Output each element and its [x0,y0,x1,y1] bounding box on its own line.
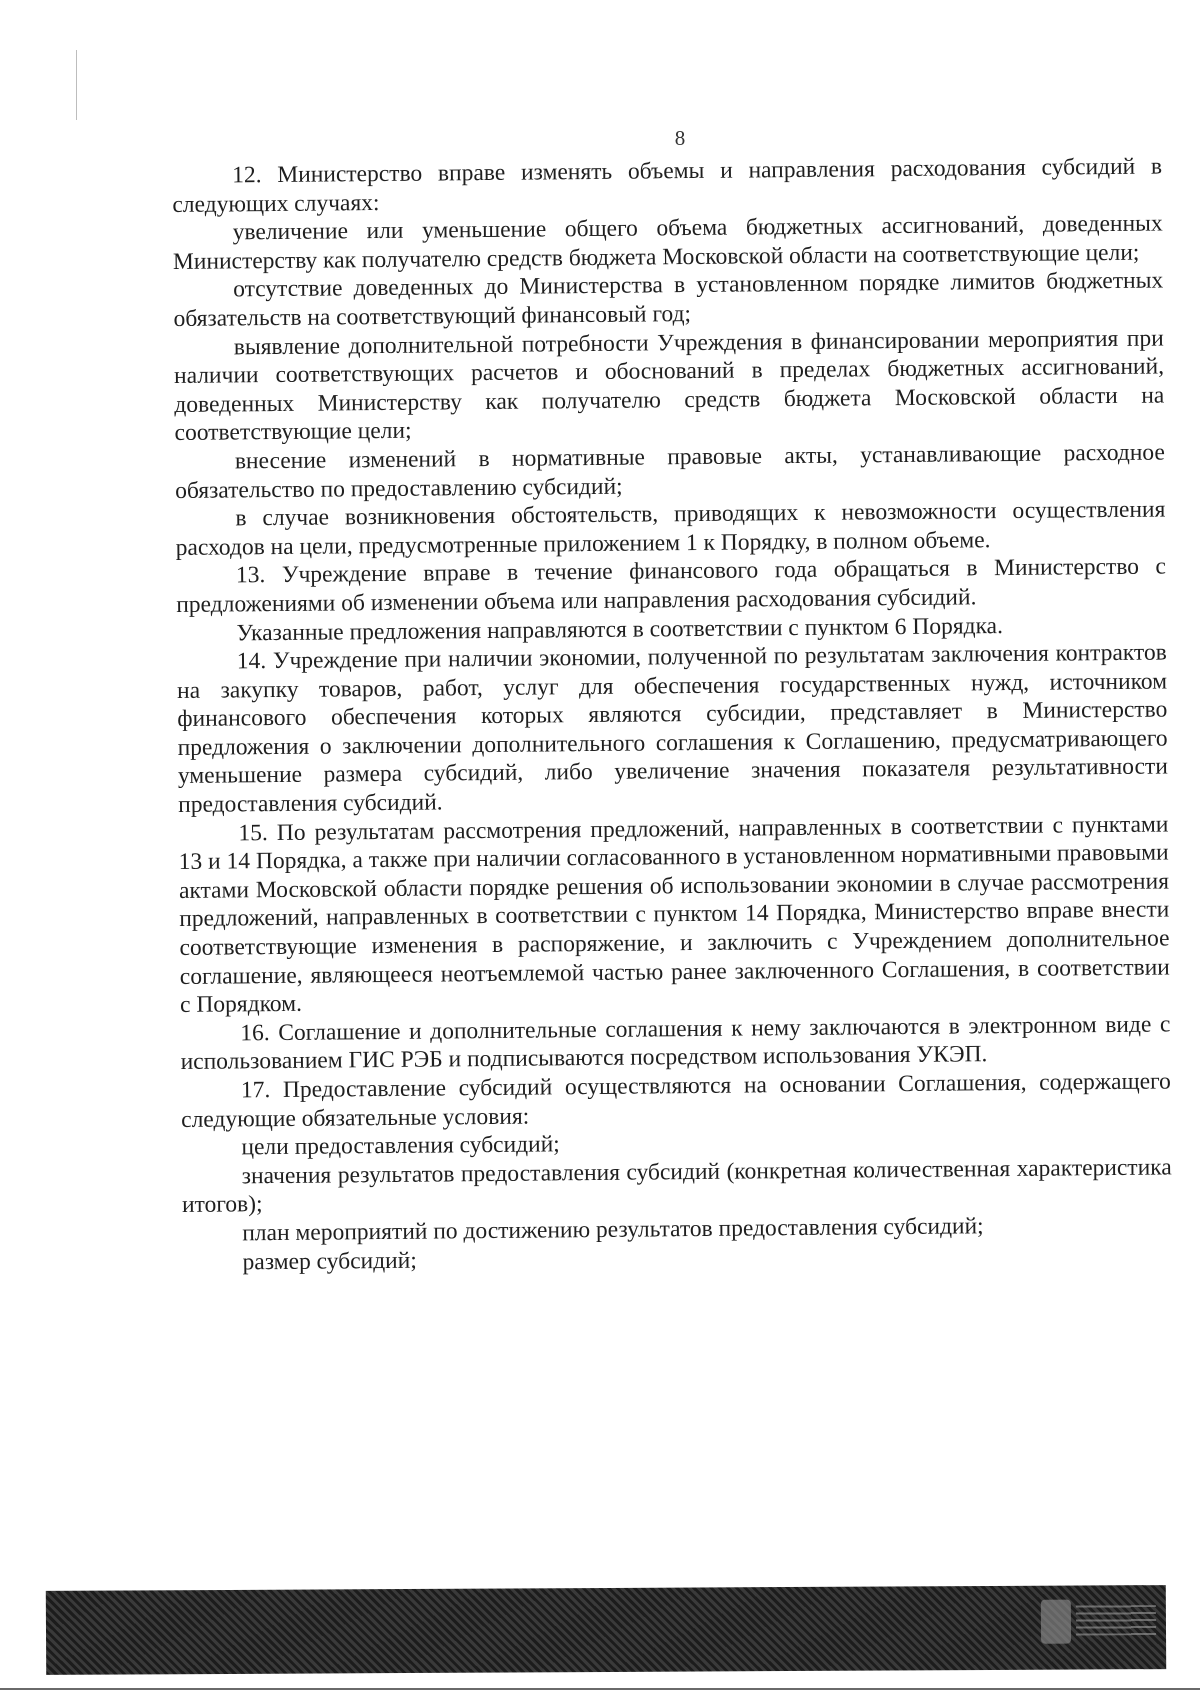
page-number: 8 [674,126,686,150]
paragraph-17-item-3: план мероприятий по достижению результатов предоставления субсидий; [242,1213,984,1247]
paragraph-12-item-3: выявление дополнительной потребности Учреждения в финансировании мероприятия при наличии соответствующих расчетов и обоснований в пределах бюджетных ассигнований, доведенных Министерству как получателю средств бюджета Московской области на соответствующие цели; [173,325,1165,447]
paragraph-17-item-4: размер субсидий; [242,1247,417,1275]
stamp-icon [1076,1605,1156,1635]
paragraph-13: 13. Учреждение вправе в течение финансового года обращаться в Министерство с предложениями об изменении объема или направления расходования субсидий. [176,553,1167,618]
paragraph-17-item-1: цели предоставления субсидий; [241,1131,560,1161]
paragraph-13-note: Указанные предложения направляются в соответствии с пунктом 6 Порядка. [236,612,1004,646]
paragraph-12: 12. Министерство вправе изменять объемы и направления расходования субсидий в следующих случаях: [172,153,1163,218]
paragraph-15: 15. По результатам рассмотрения предложений, направленных в соответствии с пунктами 13 и 14 Порядка, а также при наличии согласованного в установленном нормативными правовыми актами Московской области порядке решения об использовании экономии в случае рассмотрения предложений, направленных в соответствии с пунктом 14 Порядка, Министерство вправе внести соответствующие изменения в распоряжение, и заключить с Учреждением дополнительное соглашение, являющееся неотъемлемой частью ранее заключенного Соглашения, в соответствии с Порядком. [178,811,1170,1019]
paragraph-14: 14. Учреждение при наличии экономии, полученной по результатам заключения контрактов на закупку товаров, работ, услуг для обеспечения государственных нужд, источником финансового обеспечения которых являются субсидии, представляет в Министерство предложения о заключении дополнительного соглашения к Соглашению, предусматривающего уменьшение размера субсидий, либо увеличение значения показателя результативности предоставления субсидий. [176,639,1168,819]
paragraph-12-item-2: отсутствие доведенных до Министерства в установленном порядке лимитов бюджетных обязательств на соответствующий финансовый год; [173,267,1164,332]
paragraph-17-item-2: значения результатов предоставления субсидий (конкретная количественная характеристика итогов); [181,1154,1172,1219]
paragraph-12-item-4: внесение изменений в нормативные правовые акты, устанавливающие расходное обязательство по предоставлению субсидий; [175,439,1165,504]
document-body [172,152,1173,1277]
emblem-icon [1041,1600,1071,1644]
paragraph-12-item-1: увеличение или уменьшение общего объема бюджетных ассигнований, доведенных Министерству как получателю средств бюджета Московской области на соответствующие цели; [172,210,1163,275]
scan-footer-band [46,1585,1166,1675]
scan-edge-mark [76,50,77,120]
paragraph-17: 17. Предоставление субсидий осуществляются на основании Соглашения, содержащего следующие обязательные условия: [181,1068,1171,1133]
paragraph-12-item-5: в случае возникновения обстоятельств, приводящих к невозможности осуществления расходов на цели, предусмотренные приложением 1 к Порядку, в полном объеме. [175,496,1166,561]
paragraph-16: 16. Соглашение и дополнительные соглашения к нему заключаются в электронном виде с использованием ГИС РЭБ и подписываются посредством использования УКЭП. [180,1011,1171,1076]
page-bottom-edge [0,1688,1200,1690]
